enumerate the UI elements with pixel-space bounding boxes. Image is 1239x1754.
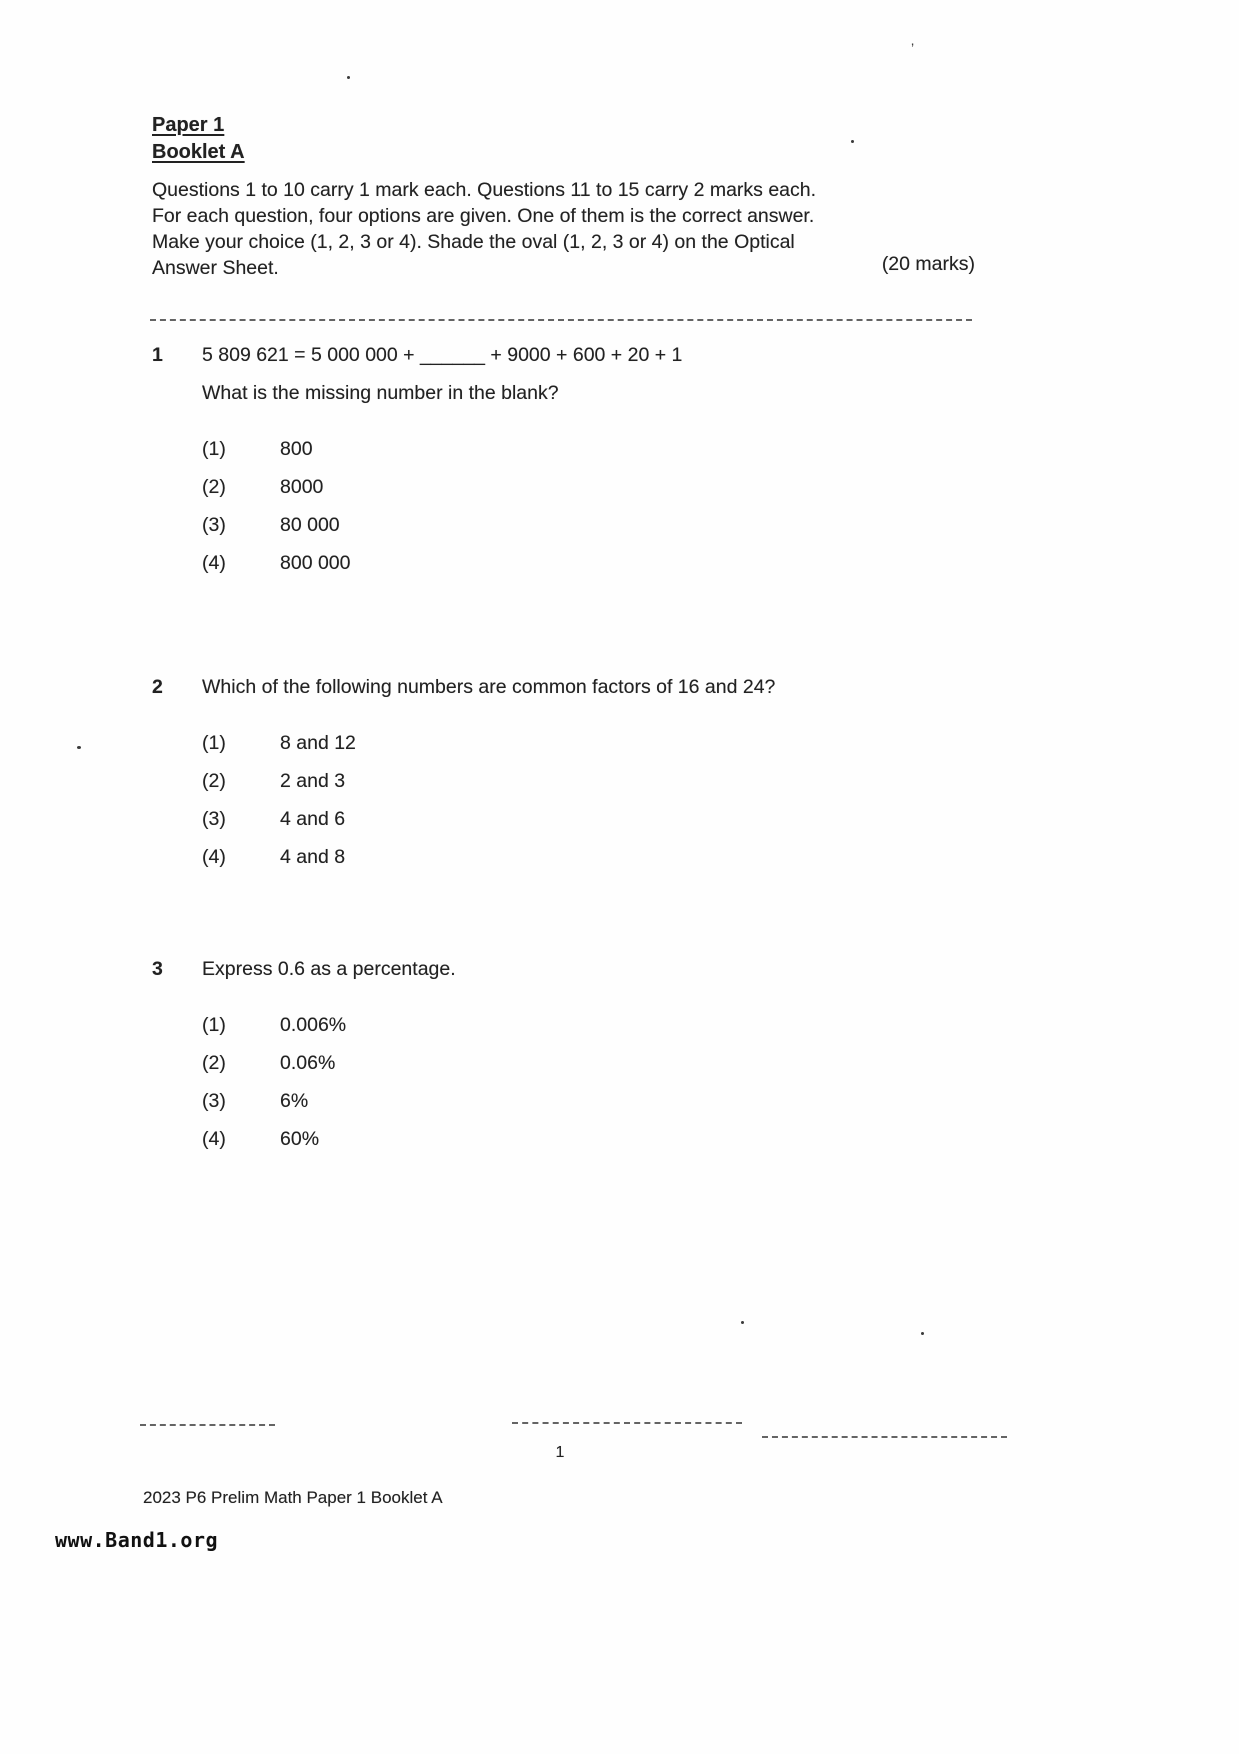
- option-text: 4 and 8: [280, 846, 346, 868]
- question-3: [152, 956, 1012, 1164]
- option-row: [202, 474, 1012, 500]
- option-text: 800: [280, 438, 313, 460]
- instructions: [152, 177, 982, 281]
- question-prompt: What is the missing number in the blank?: [202, 382, 559, 404]
- option-row: [202, 768, 1012, 794]
- question-1: [152, 342, 1012, 588]
- option-text: 6%: [280, 1090, 309, 1112]
- question-number: 1: [152, 344, 163, 366]
- option-label: (4): [202, 846, 226, 868]
- option-row: [202, 1050, 1012, 1076]
- option-text: 0.06%: [280, 1052, 336, 1074]
- option-label: (4): [202, 552, 226, 574]
- option-row: [202, 512, 1012, 538]
- option-text: 80 000: [280, 514, 340, 536]
- options-list: [202, 730, 1012, 870]
- question-2: [152, 674, 1012, 882]
- option-label: (2): [202, 770, 226, 792]
- booklet-title: Booklet A: [152, 141, 245, 163]
- scan-artifact: [851, 140, 854, 143]
- option-label: (4): [202, 1128, 226, 1150]
- page-number: 1: [555, 1444, 565, 1461]
- option-text: 8000: [280, 476, 324, 498]
- option-text: 2 and 3: [280, 770, 346, 792]
- option-label: (3): [202, 808, 226, 830]
- question-stem: Which of the following numbers are common factors of 16 and 24?: [202, 676, 776, 698]
- option-label: (3): [202, 1090, 226, 1112]
- scan-artifact: [347, 76, 350, 79]
- question-stem: Express 0.6 as a percentage.: [202, 958, 456, 980]
- option-row: [202, 844, 1012, 870]
- scan-artifact: [741, 1321, 744, 1324]
- option-label: (2): [202, 1052, 226, 1074]
- option-label: (1): [202, 438, 226, 460]
- option-label: (1): [202, 732, 226, 754]
- question-stem: 5 809 621 = 5 000 000 + ______ + 9000 + 600 + 20 + 1: [202, 344, 683, 366]
- instruction-line: For each question, four options are given. One of them is the correct answer.: [152, 205, 815, 227]
- footer-separator-right: [762, 1436, 1007, 1438]
- options-list: [202, 1012, 1012, 1152]
- instruction-line: Make your choice (1, 2, 3 or 4). Shade the oval (1, 2, 3 or 4) on the Optical: [152, 231, 795, 253]
- paper-title: Paper 1: [152, 114, 225, 136]
- option-row: [202, 1088, 1012, 1114]
- option-text: 4 and 6: [280, 808, 346, 830]
- option-label: (3): [202, 514, 226, 536]
- document-header: [152, 112, 982, 281]
- footer-separator-mid: [512, 1422, 742, 1424]
- option-label: (1): [202, 1014, 226, 1036]
- option-row: [202, 730, 1012, 756]
- footer-separator-left: [140, 1424, 275, 1426]
- option-text: 800 000: [280, 552, 351, 574]
- instruction-line: Answer Sheet.: [152, 257, 279, 279]
- option-row: [202, 1012, 1012, 1038]
- option-row: [202, 1126, 1012, 1152]
- instruction-line: Questions 1 to 10 carry 1 mark each. Questions 11 to 15 carry 2 marks each.: [152, 179, 817, 201]
- scan-artifact: ’: [911, 40, 915, 56]
- option-row: [202, 436, 1012, 462]
- scan-artifact: [77, 746, 81, 749]
- option-row: [202, 550, 1012, 576]
- option-text: 8 and 12: [280, 732, 356, 754]
- header-separator: [150, 319, 972, 321]
- marks-total: (20 marks): [881, 253, 975, 275]
- scan-artifact: [921, 1332, 924, 1335]
- option-label: (2): [202, 476, 226, 498]
- question-number: 3: [152, 958, 163, 980]
- site-watermark: www.Band1.org: [55, 1528, 219, 1552]
- question-number: 2: [152, 676, 163, 698]
- option-row: [202, 806, 1012, 832]
- options-list: [202, 436, 1012, 576]
- footer-reference: 2023 P6 Prelim Math Paper 1 Booklet A: [143, 1488, 443, 1507]
- option-text: 0.006%: [280, 1014, 347, 1036]
- option-text: 60%: [280, 1128, 320, 1150]
